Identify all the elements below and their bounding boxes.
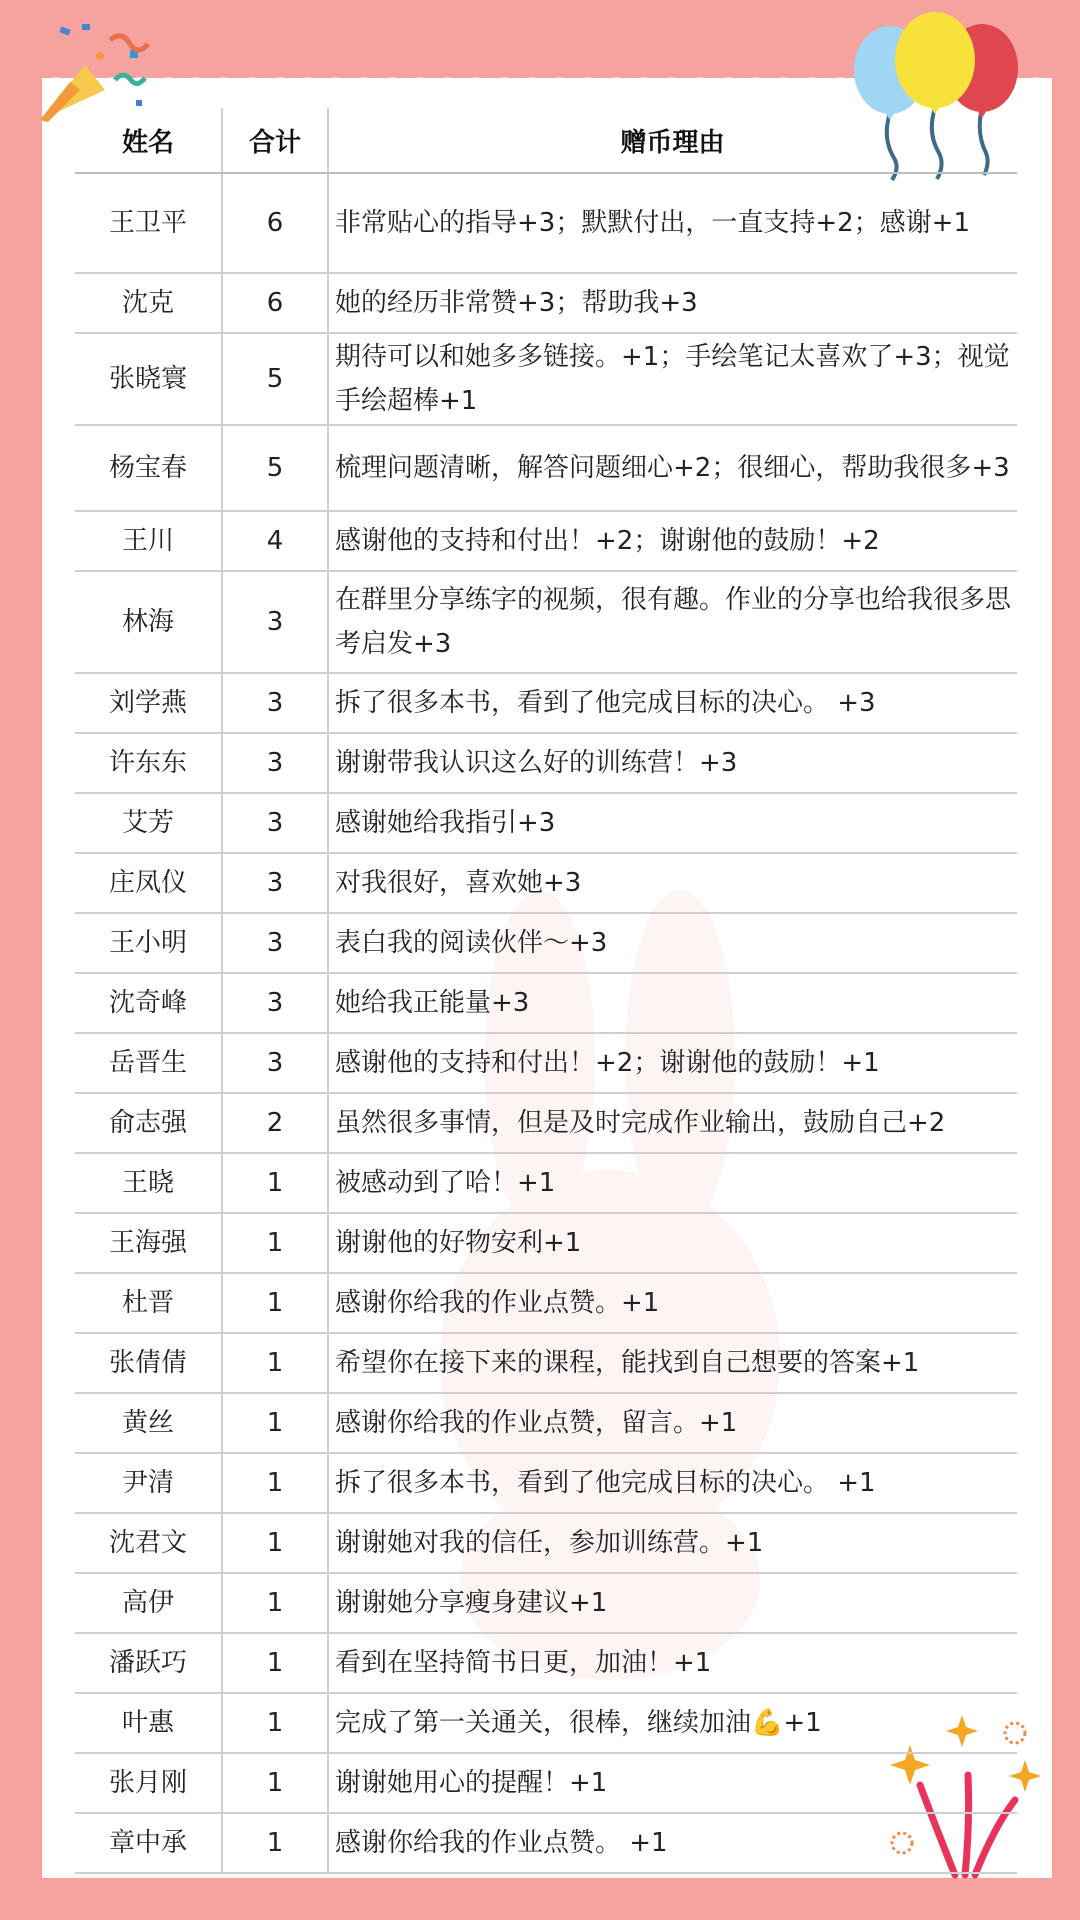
cell-reason: 谢谢她分享瘦身建议+1 <box>328 1573 1017 1633</box>
table-row <box>75 425 1017 511</box>
table-row <box>75 853 1017 913</box>
cell-name: 刘学燕 <box>75 673 222 733</box>
cell-reason: 虽然很多事情，但是及时完成作业输出，鼓励自己+2 <box>328 1093 1017 1153</box>
table-row <box>75 913 1017 973</box>
cell-total: 1 <box>222 1153 328 1213</box>
cell-total: 6 <box>222 273 328 333</box>
cell-reason: 感谢你给我的作业点赞。 +1 <box>328 1813 1017 1873</box>
cell-reason: 在群里分享练字的视频，很有趣。作业的分享也给我很多思考启发+3 <box>328 571 1017 673</box>
cell-reason: 谢谢她用心的提醒！+1 <box>328 1753 1017 1813</box>
cell-total: 1 <box>222 1453 328 1513</box>
table-header-row <box>75 108 1017 173</box>
cell-reason: 谢谢她对我的信任，参加训练营。+1 <box>328 1513 1017 1573</box>
cell-total: 6 <box>222 173 328 273</box>
table-row <box>75 173 1017 273</box>
cell-reason: 对我很好，喜欢她+3 <box>328 853 1017 913</box>
cell-reason: 她的经历非常赞+3；帮助我+3 <box>328 273 1017 333</box>
cell-total: 2 <box>222 1093 328 1153</box>
cell-name: 沈君文 <box>75 1513 222 1573</box>
cell-total: 5 <box>222 425 328 511</box>
cell-reason: 谢谢带我认识这么好的训练营！+3 <box>328 733 1017 793</box>
cell-name: 叶惠 <box>75 1693 222 1753</box>
cell-total: 1 <box>222 1753 328 1813</box>
cell-reason: 希望你在接下来的课程，能找到自己想要的答案+1 <box>328 1333 1017 1393</box>
cell-name: 艾芳 <box>75 793 222 853</box>
cell-reason: 感谢你给我的作业点赞。+1 <box>328 1273 1017 1333</box>
cell-name: 高伊 <box>75 1573 222 1633</box>
cell-reason: 谢谢他的好物安利+1 <box>328 1213 1017 1273</box>
cell-total: 1 <box>222 1273 328 1333</box>
cell-reason: 非常贴心的指导+3；默默付出，一直支持+2；感谢+1 <box>328 173 1017 273</box>
cell-total: 1 <box>222 1213 328 1273</box>
cell-total: 3 <box>222 973 328 1033</box>
table-row <box>75 673 1017 733</box>
cell-total: 1 <box>222 1693 328 1753</box>
table-row <box>75 1033 1017 1093</box>
cell-name: 张月刚 <box>75 1753 222 1813</box>
cell-reason: 被感动到了哈！+1 <box>328 1153 1017 1213</box>
table-row <box>75 1753 1017 1813</box>
cell-name: 章中承 <box>75 1813 222 1873</box>
table-row <box>75 511 1017 571</box>
cell-reason: 感谢他的支持和付出！+2；谢谢他的鼓励！+2 <box>328 511 1017 571</box>
cell-total: 3 <box>222 1033 328 1093</box>
header-total: 合计 <box>222 108 328 173</box>
cell-total: 3 <box>222 793 328 853</box>
cell-reason: 拆了很多本书，看到了他完成目标的决心。 +3 <box>328 673 1017 733</box>
cell-name: 沈克 <box>75 273 222 333</box>
table-row <box>75 1153 1017 1213</box>
table-row <box>75 333 1017 425</box>
cell-name: 杜晋 <box>75 1273 222 1333</box>
cell-reason: 她给我正能量+3 <box>328 973 1017 1033</box>
header-reason: 赠币理由 <box>328 108 1017 173</box>
table-row <box>75 1453 1017 1513</box>
coin-gift-table <box>75 108 1017 1874</box>
cell-total: 3 <box>222 733 328 793</box>
cell-reason: 感谢他的支持和付出！+2；谢谢他的鼓励！+1 <box>328 1033 1017 1093</box>
cell-name: 林海 <box>75 571 222 673</box>
table-row <box>75 1333 1017 1393</box>
cell-reason: 拆了很多本书，看到了他完成目标的决心。 +1 <box>328 1453 1017 1513</box>
table-row <box>75 733 1017 793</box>
cell-total: 5 <box>222 333 328 425</box>
cell-name: 王小明 <box>75 913 222 973</box>
cell-total: 1 <box>222 1813 328 1873</box>
cell-name: 王川 <box>75 511 222 571</box>
cell-name: 沈奇峰 <box>75 973 222 1033</box>
table-row <box>75 1693 1017 1753</box>
cell-name: 王晓 <box>75 1153 222 1213</box>
cell-reason: 看到在坚持简书日更，加油！+1 <box>328 1633 1017 1693</box>
table-row <box>75 1513 1017 1573</box>
table-row <box>75 793 1017 853</box>
cell-name: 张晓寰 <box>75 333 222 425</box>
cell-name: 岳晋生 <box>75 1033 222 1093</box>
cell-reason: 感谢你给我的作业点赞，留言。+1 <box>328 1393 1017 1453</box>
cell-reason: 梳理问题清晰，解答问题细心+2；很细心，帮助我很多+3 <box>328 425 1017 511</box>
table-row <box>75 1633 1017 1693</box>
cell-name: 黄丝 <box>75 1393 222 1453</box>
cell-total: 1 <box>222 1393 328 1453</box>
table-row <box>75 1813 1017 1873</box>
cell-total: 3 <box>222 673 328 733</box>
cell-reason: 完成了第一关通关，很棒，继续加油💪+1 <box>328 1693 1017 1753</box>
table-row <box>75 1573 1017 1633</box>
cell-name: 俞志强 <box>75 1093 222 1153</box>
table-row <box>75 1213 1017 1273</box>
cell-name: 杨宝春 <box>75 425 222 511</box>
cell-total: 4 <box>222 511 328 571</box>
cell-name: 许东东 <box>75 733 222 793</box>
cell-total: 3 <box>222 571 328 673</box>
cell-reason: 表白我的阅读伙伴～+3 <box>328 913 1017 973</box>
table-row <box>75 571 1017 673</box>
cell-total: 1 <box>222 1513 328 1573</box>
cell-total: 1 <box>222 1633 328 1693</box>
cell-name: 张倩倩 <box>75 1333 222 1393</box>
table-row <box>75 973 1017 1033</box>
table-row <box>75 1273 1017 1333</box>
table-row <box>75 1093 1017 1153</box>
table-row <box>75 273 1017 333</box>
table-row <box>75 1393 1017 1453</box>
cell-total: 1 <box>222 1573 328 1633</box>
header-name: 姓名 <box>75 108 222 173</box>
cell-name: 潘跃巧 <box>75 1633 222 1693</box>
cell-name: 王海强 <box>75 1213 222 1273</box>
cell-reason: 期待可以和她多多链接。+1；手绘笔记太喜欢了+3；视觉手绘超棒+1 <box>328 333 1017 425</box>
cell-name: 庄凤仪 <box>75 853 222 913</box>
cell-total: 3 <box>222 913 328 973</box>
cell-reason: 感谢她给我指引+3 <box>328 793 1017 853</box>
cell-total: 3 <box>222 853 328 913</box>
cell-name: 尹清 <box>75 1453 222 1513</box>
cell-total: 1 <box>222 1333 328 1393</box>
cell-name: 王卫平 <box>75 173 222 273</box>
